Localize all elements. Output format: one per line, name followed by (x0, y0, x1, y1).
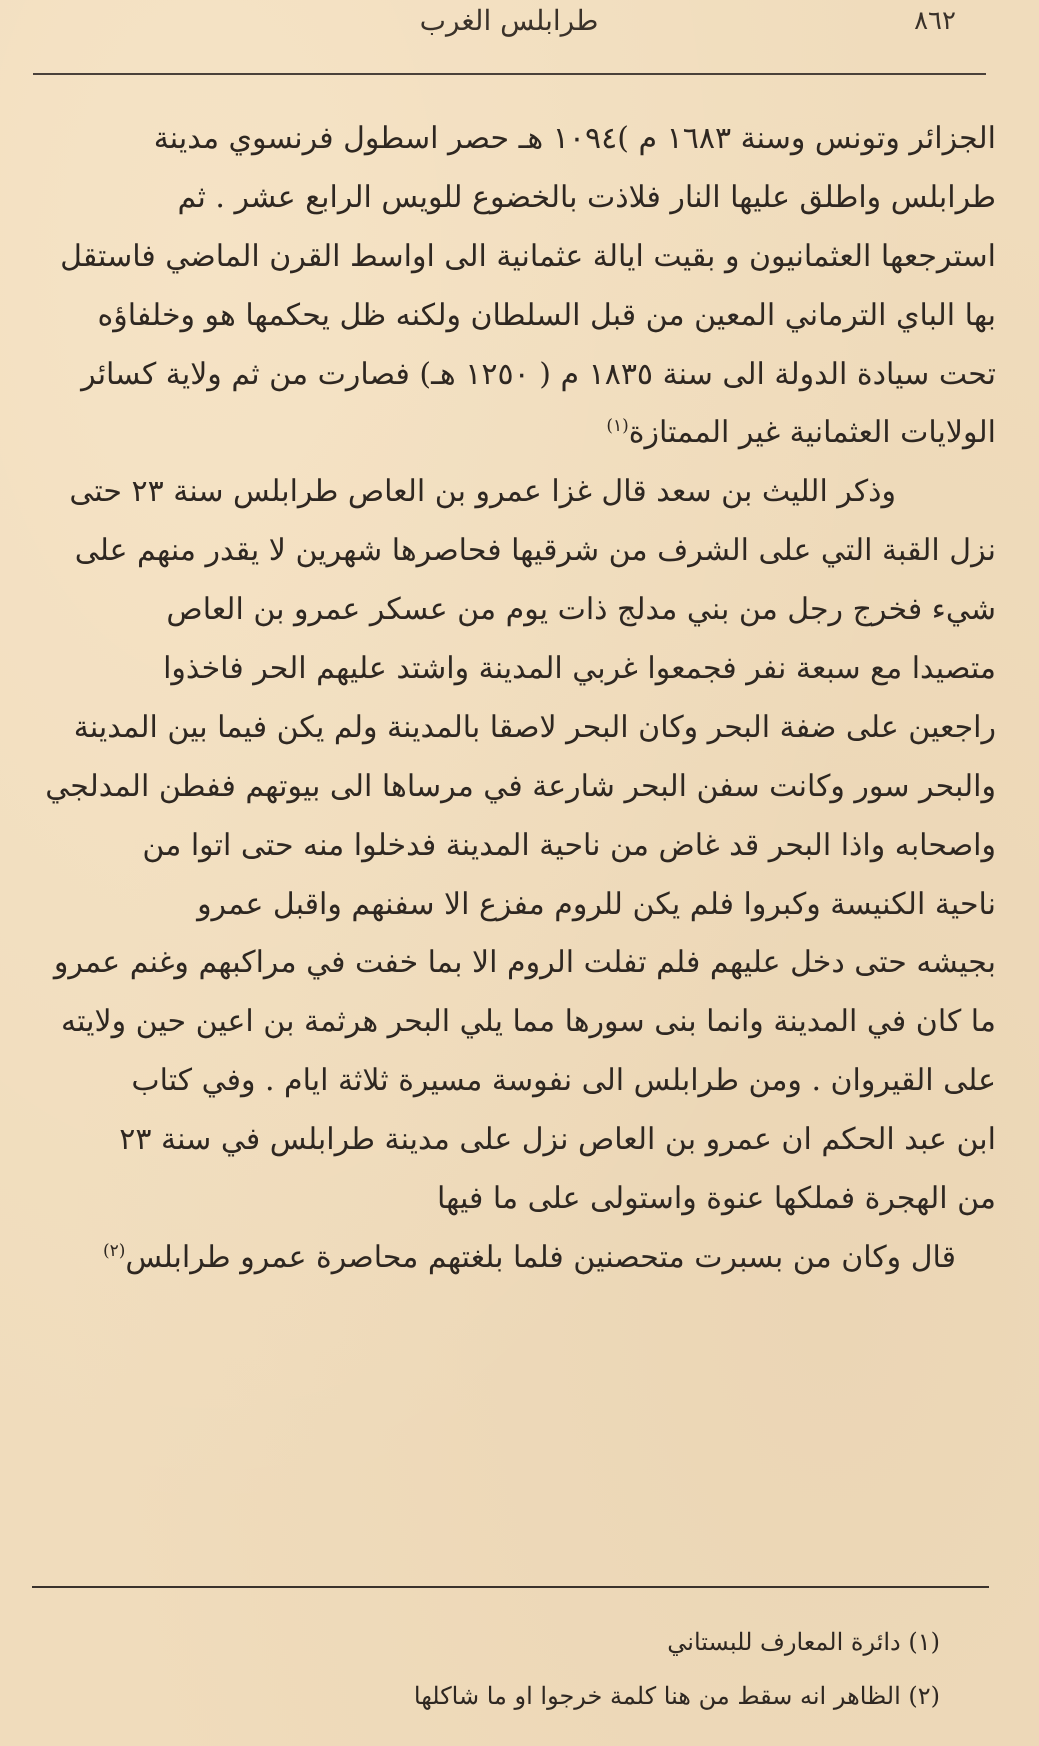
text-line-content: الولايات العثمانية غير الممتازة (628, 415, 996, 451)
page-number: ٨٦٢ (914, 6, 956, 36)
text-line: راجعين على ضفة البحر وكان البحر لاصقا بالمدينة ولم يكن فيما بين المدينة (73, 709, 996, 745)
footnote-reference-2: (٢) (102, 1240, 126, 1261)
text-line: واصحابه واذا البحر قد غاض من ناحية المدينة فدخلوا منه حتى اتوا من (142, 827, 996, 863)
footnote-2: (٢) الظاهر انه سقط من هنا كلمة خرجوا او ما شاكلها (413, 1682, 940, 1710)
body-text (38, 110, 996, 1288)
paragraph-start-line: وذكر الليث بن سعد قال غزا عمرو بن العاص طرابلس سنة ٢٣ حتى (69, 474, 896, 510)
footnotes (38, 1615, 940, 1723)
text-line: الجزائر وتونس وسنة ١٦٨٣ م )١٠٩٤ هـ حصر اسطول فرنسوي مدينة (153, 121, 996, 156)
running-header (34, 4, 984, 54)
text-line: متصيدا مع سبعة نفر فجمعوا غربي المدينة واشتد عليهم الحر فاخذوا (163, 651, 996, 687)
footnote-rule (32, 1586, 989, 1588)
running-title: طرابلس الغرب (419, 4, 599, 37)
text-line: من الهجرة فملكها عنوة واستولى على ما فيها (437, 1181, 996, 1217)
text-line: طرابلس واطلق عليها النار فلاذت بالخضوع للويس الرابع عشر . ثم (177, 179, 996, 215)
header-rule (33, 73, 986, 75)
text-line-with-footnote (38, 1229, 996, 1288)
text-line: ابن عبد الحكم ان عمرو بن العاص نزل على مدينة طرابلس في سنة ٢٣ (119, 1122, 996, 1158)
text-line: نزل القبة التي على الشرف من شرقيها فحاصرها شهرين لا يقدر منهم على (74, 533, 996, 569)
text-line-content: قال وكان من بسبرت متحصنين فلما بلغتهم محاصرة عمرو طرابلس (125, 1239, 956, 1275)
text-line-with-footnote (38, 404, 996, 463)
text-line: والبحر سور وكانت سفن البحر شارعة في مرساها الى بيوتهم ففطن المدلجي (45, 768, 996, 804)
text-line: ما كان في المدينة وانما بنى سورها مما يلي البحر هرثمة بن اعين حين ولايته (61, 1004, 996, 1040)
text-line: بجيشه حتى دخل عليهم فلم تفلت الروم الا بما خفت في مراكبهم وغنم عمرو (53, 945, 996, 981)
text-line: استرجعها العثمانيون و بقيت ايالة عثمانية الى اواسط القرن الماضي فاستقل (60, 238, 996, 274)
text-line: بها الباي الترماني المعين من قبل السلطان ولكنه ظل يحكمها هو وخلفاؤه (97, 297, 996, 333)
text-line: شيء فخرج رجل من بني مدلج ذات يوم من عسكر عمرو بن العاص (166, 592, 996, 628)
text-line: على القيروان . ومن طرابلس الى نفوسة مسيرة ثلاثة ايام . وفي كتاب (131, 1063, 996, 1099)
text-line: تحت سيادة الدولة الى سنة ١٨٣٥ م ( ١٢٥٠ هـ) فصارت من ثم ولاية كسائر (81, 356, 996, 392)
text-line: ناحية الكنيسة وكبروا فلم يكن للروم مفزع الا سفنهم واقبل عمرو (197, 886, 996, 922)
footnote-reference-1: (١) (606, 416, 629, 437)
footnote-1: (١) دائرة المعارف للبستاني (667, 1628, 940, 1656)
